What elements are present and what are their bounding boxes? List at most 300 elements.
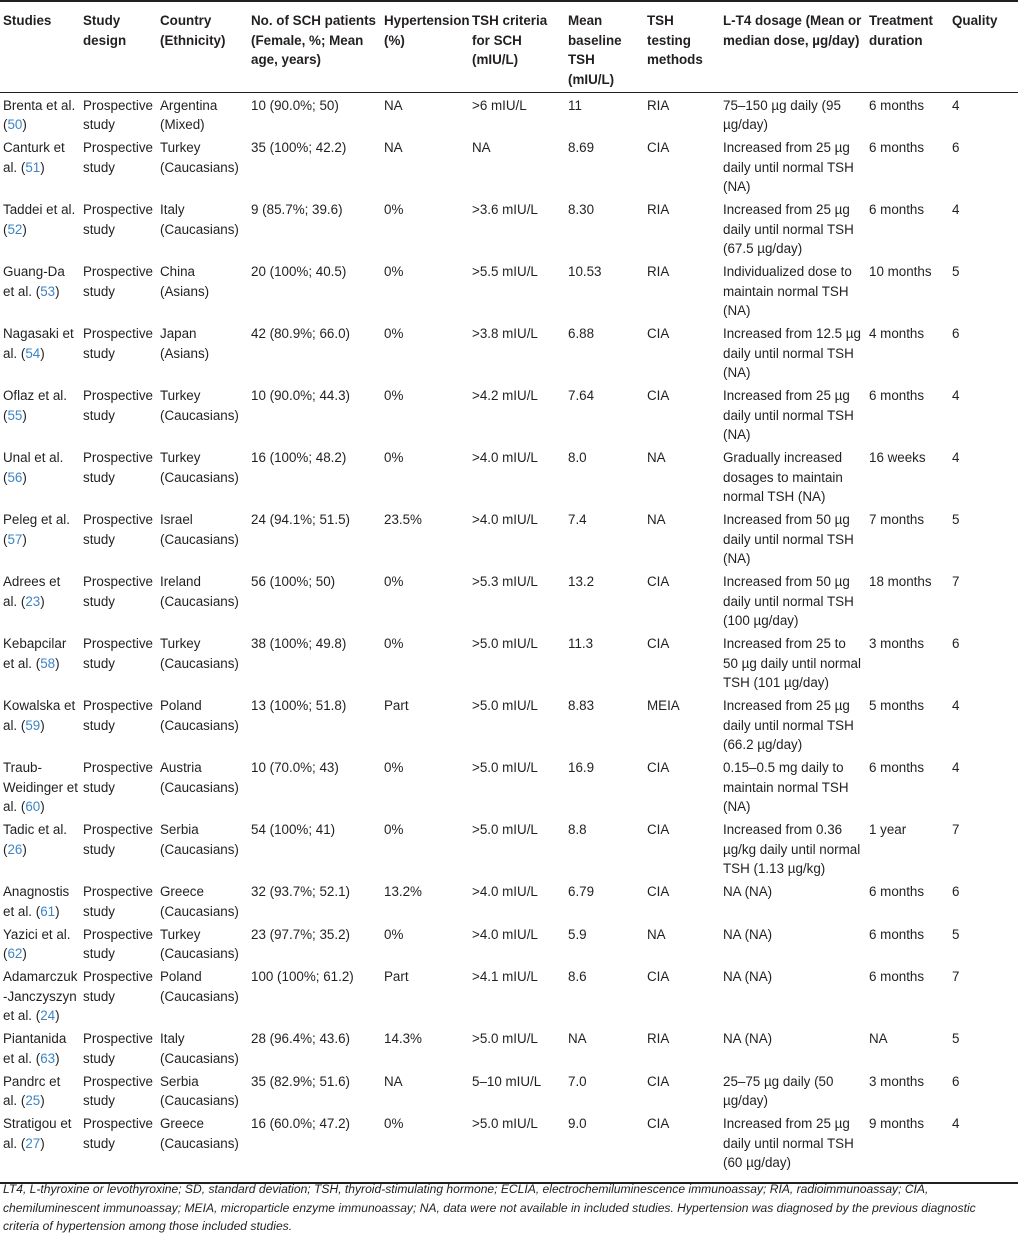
country-cell: Turkey (Caucasians) — [160, 450, 239, 485]
table-row — [0, 1112, 1018, 1183]
duration-cell: 6 months — [869, 97, 925, 113]
criteria-cell: >4.0 mIU/L — [472, 512, 538, 527]
quality-cell: 4 — [952, 388, 960, 403]
reference-close: ) — [22, 946, 27, 961]
dosage-cell: Increased from 25 µg daily until normal TSH (66.2 µg/day) — [723, 698, 854, 752]
country-cell: Serbia (Caucasians) — [160, 822, 239, 857]
reference-link[interactable]: 51 — [25, 159, 41, 175]
study-name: Canturk et al. ( — [3, 140, 65, 175]
dosage-cell: Gradually increased dosages to maintain normal TSH (NA) — [723, 450, 843, 504]
design-cell: Prospective study — [83, 388, 153, 423]
dosage-cell: Increased from 25 µg daily until normal TSH (NA) — [723, 388, 854, 442]
study-name: Pandrc et al. ( — [3, 1073, 61, 1108]
study-name: Kowalska et al. ( — [3, 698, 76, 733]
tsh-cell: 7.0 — [568, 1073, 587, 1089]
method-cell: NA — [647, 450, 666, 465]
reference-close: ) — [22, 531, 27, 547]
table-row — [0, 1027, 1018, 1070]
design-cell: Prospective study — [83, 140, 153, 175]
dosage-cell: 0.15–0.5 mg daily to maintain normal TSH (NA) — [723, 760, 849, 814]
study-name: Nagasaki et al. ( — [3, 326, 74, 361]
patients-cell: 54 (100%; 41) — [251, 822, 336, 837]
reference-close: ) — [40, 1093, 45, 1108]
quality-cell: 4 — [952, 760, 960, 775]
hypertension-cell: 0% — [384, 636, 404, 651]
reference-link[interactable]: 57 — [7, 531, 23, 547]
column-header: Quality — [949, 1, 1018, 93]
column-header: Country (Ethnicity) — [157, 1, 248, 93]
duration-cell: 1 year — [869, 822, 907, 837]
study-name: Peleg et al. ( — [3, 512, 70, 547]
method-cell: RIA — [647, 202, 670, 217]
table-row — [0, 632, 1018, 694]
study-cell — [0, 260, 80, 322]
study-cell — [0, 632, 80, 694]
reference-link[interactable]: 26 — [7, 841, 23, 857]
criteria-cell: NA — [472, 140, 491, 155]
reference-link[interactable]: 56 — [7, 469, 23, 485]
criteria-cell: >6 mIU/L — [472, 97, 527, 113]
patients-cell: 32 (93.7%; 52.1) — [251, 884, 351, 899]
tsh-cell: 11 — [568, 97, 582, 113]
table-row — [0, 93, 1018, 136]
tsh-cell: 8.0 — [568, 450, 587, 465]
quality-cell: 7 — [952, 822, 960, 837]
reference-close: ) — [40, 1135, 45, 1151]
criteria-cell: >5.0 mIU/L — [472, 1031, 538, 1046]
method-cell: RIA — [647, 1031, 670, 1046]
reference-close: ) — [40, 593, 45, 609]
reference-link[interactable]: 63 — [40, 1050, 56, 1066]
hypertension-cell: NA — [384, 97, 403, 113]
criteria-cell: >5.5 mIU/L — [472, 264, 538, 279]
reference-close: ) — [55, 1008, 60, 1023]
tsh-cell: 7.64 — [568, 388, 595, 403]
dosage-cell: 75–150 µg daily (95 µg/day) — [723, 97, 841, 132]
column-header: No. of SCH patients (Female, %; Mean age, years) — [248, 1, 381, 93]
tsh-cell: 8.8 — [568, 822, 587, 837]
tsh-cell: NA — [568, 1031, 587, 1046]
duration-cell: 7 months — [869, 512, 925, 527]
patients-cell: 100 (100%; 61.2) — [251, 969, 354, 984]
dosage-cell: Increased from 25 µg daily until normal TSH (67.5 µg/day) — [723, 202, 854, 256]
design-cell: Prospective study — [83, 574, 153, 609]
study-cell — [0, 880, 80, 923]
patients-cell: 42 (80.9%; 66.0) — [251, 326, 351, 341]
quality-cell: 6 — [952, 884, 960, 899]
patients-cell: 13 (100%; 51.8) — [251, 698, 347, 713]
reference-close: ) — [22, 407, 27, 423]
duration-cell: NA — [869, 1031, 888, 1046]
table-row — [0, 922, 1018, 965]
reference-link[interactable]: 53 — [40, 283, 56, 299]
criteria-cell: >5.0 mIU/L — [472, 822, 538, 837]
criteria-cell: >5.3 mIU/L — [472, 574, 538, 589]
study-name: Yazici et al. ( — [3, 926, 71, 961]
tsh-cell: 8.69 — [568, 140, 595, 155]
country-cell: Turkey (Caucasians) — [160, 636, 239, 671]
method-cell: NA — [647, 926, 666, 942]
reference-close: ) — [40, 717, 45, 733]
country-cell: Poland (Caucasians) — [160, 698, 239, 733]
duration-cell: 16 weeks — [869, 450, 926, 465]
hypertension-cell: 0% — [384, 450, 404, 465]
study-cell — [0, 965, 80, 1027]
hypertension-cell: 0% — [384, 202, 404, 217]
design-cell: Prospective study — [83, 97, 153, 132]
dosage-cell: NA (NA) — [723, 926, 773, 942]
patients-cell: 38 (100%; 49.8) — [251, 636, 347, 651]
country-cell: Serbia (Caucasians) — [160, 1073, 239, 1108]
duration-cell: 9 months — [866, 1112, 949, 1183]
table-row — [0, 508, 1018, 570]
study-cell — [0, 93, 80, 136]
patients-cell: 10 (90.0%; 50) — [251, 97, 339, 113]
quality-cell: 6 — [952, 140, 960, 155]
design-cell: Prospective study — [83, 450, 153, 485]
dosage-cell: NA (NA) — [723, 969, 773, 984]
hypertension-cell: 0% — [384, 264, 404, 279]
table-row — [0, 446, 1018, 508]
design-cell: Prospective study — [80, 1112, 157, 1183]
criteria-cell: 5–10 mIU/L — [472, 1073, 542, 1089]
tsh-cell: 7.4 — [568, 512, 587, 527]
dosage-cell: Individualized dose to maintain normal TSH (NA) — [723, 264, 852, 318]
hypertension-cell: 0% — [384, 760, 404, 775]
design-cell: Prospective study — [83, 698, 153, 733]
method-cell: CIA — [647, 969, 670, 984]
quality-cell: 6 — [952, 636, 960, 651]
study-cell — [0, 1112, 80, 1183]
duration-cell: 10 months — [869, 264, 932, 279]
tsh-cell: 10.53 — [568, 264, 602, 279]
reference-link[interactable]: 52 — [7, 221, 23, 237]
study-cell — [0, 384, 80, 446]
quality-cell: 4 — [952, 202, 960, 217]
reference-close: ) — [55, 283, 60, 299]
hypertension-cell: NA — [384, 1073, 403, 1089]
design-cell: Prospective study — [83, 760, 153, 795]
criteria-cell: >5.0 mIU/L — [469, 1112, 565, 1183]
reference-link[interactable]: 61 — [40, 903, 56, 919]
study-cell — [0, 570, 80, 632]
study-name: Taddei et al. ( — [3, 202, 76, 237]
country-cell: Argentina (Mixed) — [160, 97, 218, 132]
study-name: Traub-Weidinger et al. ( — [3, 760, 78, 814]
design-cell: Prospective study — [83, 512, 153, 547]
duration-cell: 3 months — [869, 1073, 925, 1089]
quality-cell: 7 — [952, 969, 960, 984]
study-name: Tadic et al. ( — [3, 822, 68, 857]
criteria-cell: >4.0 mIU/L — [472, 884, 538, 899]
column-header: Mean baseline TSH (mIU/L) — [565, 1, 644, 93]
reference-close: ) — [22, 221, 27, 237]
duration-cell: 18 months — [869, 574, 932, 589]
dosage-cell: Increased from 0.36 µg/kg daily until normal TSH (1.13 µg/kg) — [723, 822, 861, 876]
method-cell: CIA — [647, 884, 670, 899]
tsh-cell: 6.79 — [568, 884, 595, 899]
study-cell — [0, 922, 80, 965]
country-cell: Greece (Caucasians) — [160, 884, 239, 919]
reference-link[interactable]: 25 — [25, 1093, 41, 1108]
patients-cell: 16 (60.0%; 47.2) — [248, 1112, 381, 1183]
reference-close: ) — [55, 903, 60, 919]
quality-cell: 6 — [952, 1073, 960, 1089]
design-cell: Prospective study — [83, 926, 153, 961]
method-cell: RIA — [647, 97, 670, 113]
criteria-cell: >5.0 mIU/L — [472, 760, 538, 775]
hypertension-cell: 0% — [384, 326, 404, 341]
study-cell — [0, 756, 80, 818]
tsh-cell: 5.9 — [568, 926, 587, 942]
study-name: Kebapcilar et al. ( — [3, 636, 67, 671]
criteria-cell: >3.6 mIU/L — [472, 202, 538, 217]
table-row — [0, 818, 1018, 880]
column-header: Studies — [0, 1, 80, 93]
criteria-cell: >4.0 mIU/L — [472, 450, 538, 465]
hypertension-cell: 0% — [384, 822, 404, 837]
patients-cell: 28 (96.4%; 43.6) — [251, 1031, 351, 1046]
table-header — [0, 1, 1018, 93]
study-name: Stratigou et al. ( — [3, 1116, 72, 1151]
hypertension-cell: 0% — [384, 926, 404, 942]
hypertension-cell: 23.5% — [384, 512, 422, 527]
study-name: Anagnostis et al. ( — [3, 884, 70, 919]
country-cell: Greece (Caucasians) — [157, 1112, 248, 1183]
study-cell — [0, 508, 80, 570]
reference-link[interactable]: 24 — [40, 1008, 56, 1023]
reference-link[interactable]: 27 — [25, 1135, 41, 1151]
reference-link[interactable]: 59 — [25, 717, 41, 733]
study-name: Piantanida et al. ( — [3, 1031, 67, 1066]
study-cell — [0, 322, 80, 384]
hypertension-cell: 0% — [381, 1112, 469, 1183]
table-footnote: LT4, L-thyroxine or levothyroxine; SD, standard deviation; TSH, thyroid-stimulating hormone; ECLIA, electrochemiluminescence immunoassay; RIA, radioimmunoassay; CIA, chemiluminescent immunoassay; MEIA, microparticle enzyme immunoassay; NA, data were not available in included studies. Hypertension was diagnosed by the previous diagnostic criteria of hypertension among those included studies. — [3, 1182, 976, 1234]
quality-cell: 4 — [952, 698, 960, 713]
method-cell: CIA — [647, 140, 670, 155]
country-cell: Austria (Caucasians) — [160, 760, 239, 795]
method-cell: MEIA — [647, 698, 680, 713]
tsh-cell: 8.83 — [568, 698, 595, 713]
country-cell: Poland (Caucasians) — [160, 969, 239, 1004]
quality-cell: 4 — [949, 1112, 1018, 1183]
column-header: L-T4 dosage (Mean or median dose, µg/day) — [720, 1, 866, 93]
reference-close: ) — [55, 1050, 60, 1066]
method-cell: RIA — [647, 264, 670, 279]
column-header: Treatment duration — [866, 1, 949, 93]
country-cell: Israel (Caucasians) — [160, 512, 239, 547]
method-cell: CIA — [647, 1073, 670, 1089]
study-cell — [0, 198, 80, 260]
dosage-cell: 25–75 µg daily (50 µg/day) — [723, 1073, 834, 1108]
table-row — [0, 198, 1018, 260]
hypertension-cell: 0% — [384, 574, 404, 589]
duration-cell: 6 months — [869, 969, 925, 984]
duration-cell: 6 months — [869, 884, 925, 899]
country-cell: Italy (Caucasians) — [160, 202, 239, 237]
patients-cell: 23 (97.7%; 35.2) — [251, 926, 351, 942]
patients-cell: 35 (100%; 42.2) — [251, 140, 347, 155]
design-cell: Prospective study — [83, 884, 153, 919]
quality-cell: 4 — [952, 97, 960, 113]
study-cell — [0, 694, 80, 756]
dosage-cell: Increased from 25 µg daily until normal TSH (60 µg/day) — [720, 1112, 866, 1183]
criteria-cell: >3.8 mIU/L — [472, 326, 538, 341]
table-row — [0, 136, 1018, 198]
duration-cell: 6 months — [869, 202, 925, 217]
method-cell: CIA — [647, 760, 670, 775]
table-row — [0, 880, 1018, 923]
criteria-cell: >5.0 mIU/L — [472, 698, 538, 713]
table-row — [0, 384, 1018, 446]
country-cell: Turkey (Caucasians) — [160, 140, 239, 175]
method-cell: CIA — [647, 326, 670, 341]
column-header: TSH criteria for SCH (mIU/L) — [469, 1, 565, 93]
table-row — [0, 694, 1018, 756]
column-header: TSH testing methods — [644, 1, 720, 93]
hypertension-cell: 14.3% — [384, 1031, 422, 1046]
table-row — [0, 260, 1018, 322]
reference-link[interactable]: 62 — [7, 946, 23, 961]
design-cell: Prospective study — [83, 822, 153, 857]
method-cell: NA — [647, 512, 666, 527]
study-name: Guang-Da et al. ( — [3, 264, 65, 299]
hypertension-cell: NA — [384, 140, 403, 155]
country-cell: Turkey (Caucasians) — [160, 926, 239, 961]
study-name: Brenta et al. ( — [3, 97, 76, 132]
dosage-cell: NA (NA) — [723, 884, 773, 899]
patients-cell: 10 (90.0%; 44.3) — [251, 388, 351, 403]
reference-link[interactable]: 60 — [25, 799, 41, 814]
hypertension-cell: 13.2% — [384, 884, 422, 899]
study-cell — [0, 818, 80, 880]
study-cell — [0, 136, 80, 198]
duration-cell: 4 months — [869, 326, 925, 341]
tsh-cell: 11.3 — [568, 636, 594, 651]
country-cell: Turkey (Caucasians) — [160, 388, 239, 423]
reference-link[interactable]: 23 — [25, 593, 41, 609]
quality-cell: 4 — [952, 450, 960, 465]
study-name: Oflaz et al. ( — [3, 388, 68, 423]
reference-close: ) — [22, 841, 27, 857]
patients-cell: 24 (94.1%; 51.5) — [251, 512, 351, 527]
quality-cell: 7 — [952, 574, 960, 589]
duration-cell: 3 months — [869, 636, 925, 651]
method-cell: CIA — [647, 636, 670, 651]
duration-cell: 6 months — [869, 760, 925, 775]
reference-close: ) — [22, 469, 27, 485]
study-cell — [0, 1069, 80, 1112]
tsh-cell: 8.30 — [568, 202, 595, 217]
tsh-cell: 13.2 — [568, 574, 595, 589]
design-cell: Prospective study — [83, 264, 153, 299]
quality-cell: 6 — [952, 326, 960, 341]
criteria-cell: >4.1 mIU/L — [472, 969, 538, 984]
quality-cell: 5 — [952, 1031, 960, 1046]
table-row — [0, 322, 1018, 384]
dosage-cell: Increased from 12.5 µg daily until normal TSH (NA) — [723, 326, 861, 380]
tsh-cell: 6.88 — [568, 326, 595, 341]
table-row — [0, 965, 1018, 1027]
criteria-cell: >4.2 mIU/L — [472, 388, 538, 403]
design-cell: Prospective study — [83, 326, 153, 361]
design-cell: Prospective study — [83, 202, 153, 237]
duration-cell: 6 months — [869, 388, 925, 403]
quality-cell: 5 — [952, 264, 960, 279]
quality-cell: 5 — [952, 512, 960, 527]
table-body — [0, 93, 1018, 1183]
hypertension-cell: Part — [384, 969, 409, 984]
design-cell: Prospective study — [83, 969, 153, 1004]
table-row — [0, 570, 1018, 632]
duration-cell: 6 months — [869, 926, 925, 942]
patients-cell: 35 (82.9%; 51.6) — [251, 1073, 351, 1089]
patients-cell: 9 (85.7%; 39.6) — [251, 202, 343, 217]
reference-link[interactable]: 54 — [25, 345, 41, 361]
study-name: Adrees et al. ( — [3, 574, 61, 609]
dosage-cell: Increased from 50 µg daily until normal TSH (NA) — [723, 512, 854, 566]
table-row — [0, 756, 1018, 818]
reference-close: ) — [55, 655, 60, 671]
country-cell: China (Asians) — [160, 264, 210, 299]
tsh-cell: 8.6 — [568, 969, 587, 984]
criteria-cell: >5.0 mIU/L — [472, 636, 538, 651]
country-cell: Japan (Asians) — [160, 326, 210, 361]
reference-close: ) — [40, 159, 45, 175]
hypertension-cell: Part — [384, 698, 409, 713]
study-cell — [0, 1027, 80, 1070]
duration-cell: 5 months — [869, 698, 925, 713]
header-row — [0, 1, 1018, 93]
quality-cell: 5 — [952, 926, 960, 942]
column-header: Hypertension (%) — [381, 1, 469, 93]
design-cell: Prospective study — [83, 1031, 153, 1066]
criteria-cell: >4.0 mIU/L — [472, 926, 538, 942]
dosage-cell: Increased from 25 to 50 µg daily until normal TSH (101 µg/day) — [723, 636, 861, 690]
design-cell: Prospective study — [83, 636, 153, 671]
dosage-cell: Increased from 50 µg daily until normal TSH (100 µg/day) — [723, 574, 854, 628]
reference-link[interactable]: 55 — [7, 407, 23, 423]
study-name: Unal et al. ( — [3, 450, 64, 485]
hypertension-cell: 0% — [384, 388, 404, 403]
patients-cell: 20 (100%; 40.5) — [251, 264, 347, 279]
column-header: Study design — [80, 1, 157, 93]
method-cell: CIA — [647, 388, 670, 403]
duration-cell: 6 months — [869, 140, 925, 155]
patients-cell: 10 (70.0%; 43) — [251, 760, 339, 775]
dosage-cell: NA (NA) — [723, 1031, 773, 1046]
reference-close: ) — [40, 345, 45, 361]
tsh-cell: 9.0 — [565, 1112, 644, 1183]
method-cell: CIA — [644, 1112, 720, 1183]
design-cell: Prospective study — [83, 1073, 153, 1108]
method-cell: CIA — [647, 574, 670, 589]
country-cell: Ireland (Caucasians) — [160, 574, 239, 609]
dosage-cell: Increased from 25 µg daily until normal TSH (NA) — [723, 140, 854, 194]
patients-cell: 56 (100%; 50) — [251, 574, 336, 589]
patients-cell: 16 (100%; 48.2) — [251, 450, 347, 465]
reference-link[interactable]: 58 — [40, 655, 56, 671]
method-cell: CIA — [647, 822, 670, 837]
tsh-cell: 16.9 — [568, 760, 595, 775]
table-row — [0, 1069, 1018, 1112]
country-cell: Italy (Caucasians) — [160, 1031, 239, 1066]
reference-close: ) — [22, 117, 27, 132]
study-cell — [0, 446, 80, 508]
study-name: Adamarczuk-Janczyszyn et al. ( — [3, 969, 78, 1023]
reference-link[interactable]: 50 — [7, 117, 23, 132]
reference-close: ) — [40, 799, 45, 814]
